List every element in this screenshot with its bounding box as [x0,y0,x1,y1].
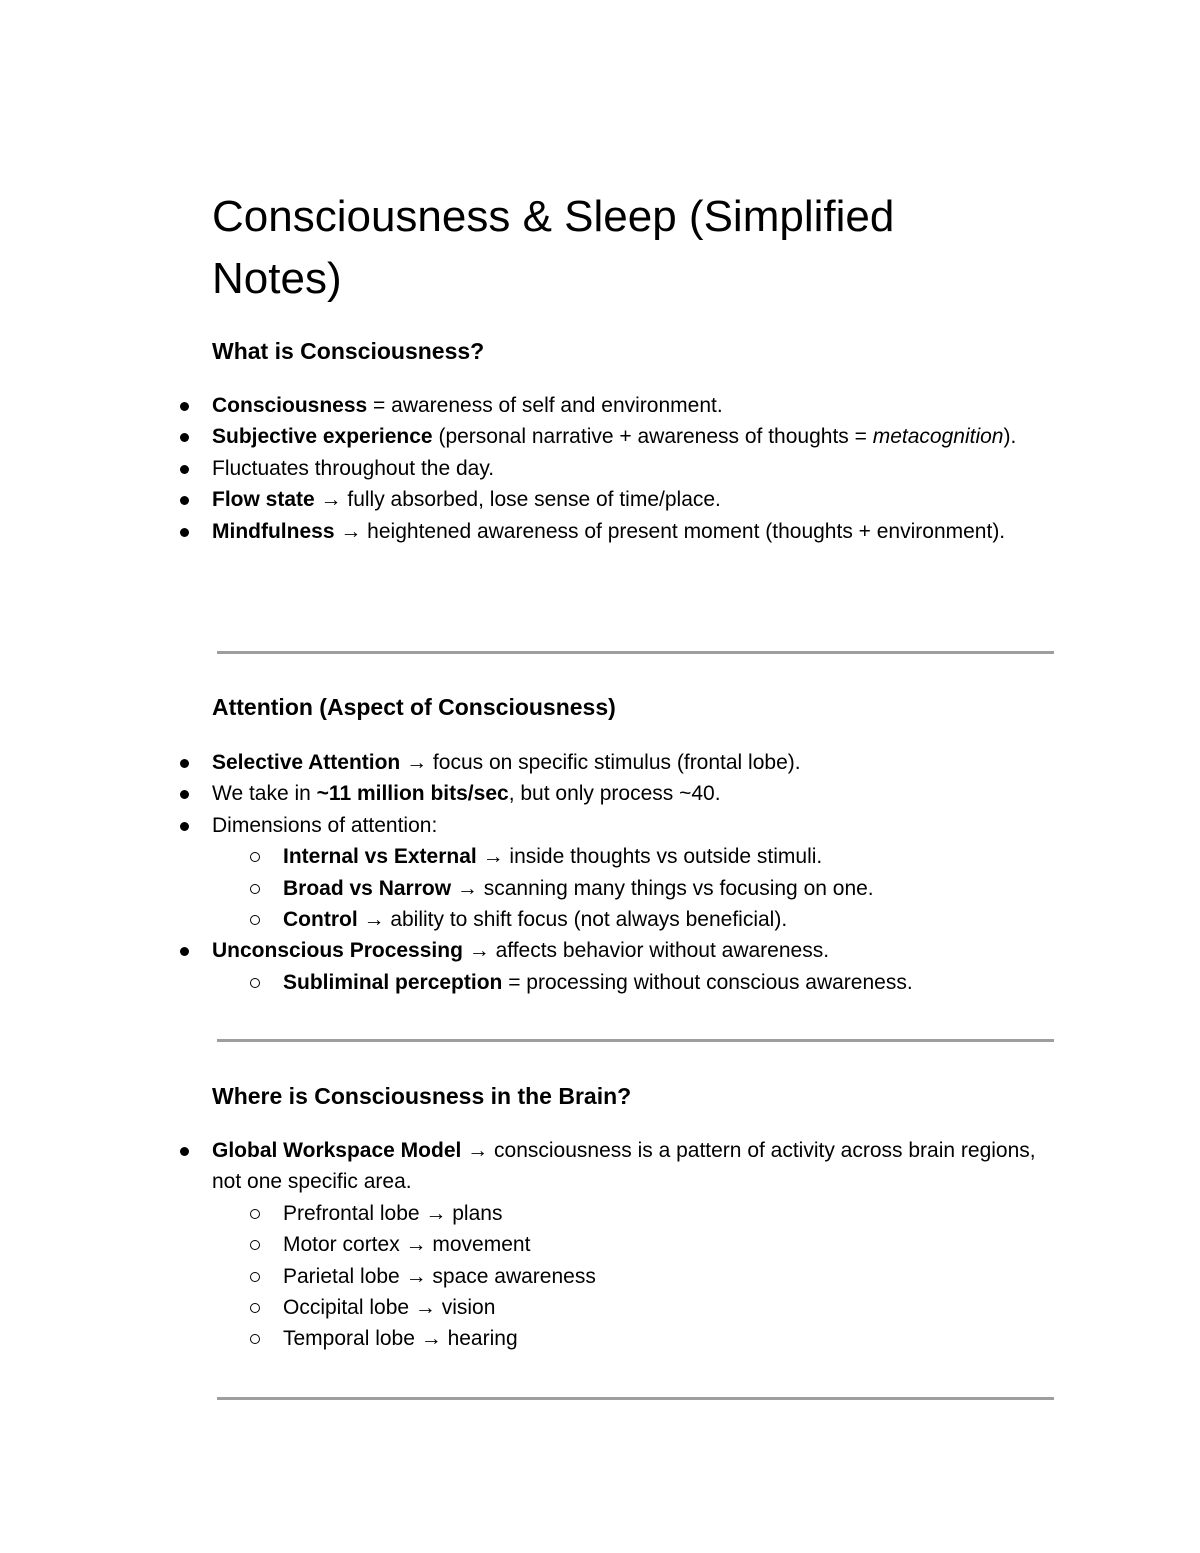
list-item [0,453,1200,484]
hollow-bullet-icon [250,852,260,862]
list-item [0,747,1200,778]
definition: → affects behavior without awareness. [462,939,830,963]
definition: Prefrontal lobe → plans [283,1201,503,1225]
definition: (personal narrative + awareness of thoughts = [432,425,873,449]
definition: = awareness of self and environment. [367,394,723,417]
term: Control [283,908,358,932]
definition: , but only process ~40. [508,782,721,806]
definition: Temporal lobe → hearing [283,1327,518,1351]
bullet-list [0,390,1200,547]
hollow-bullet-icon [250,884,260,894]
sub-list-item [0,873,1200,904]
hollow-bullet-icon [250,1240,260,1250]
bullet-icon [180,1147,189,1156]
divider [217,1039,1054,1042]
term: Internal vs External [283,845,477,869]
definition: → focus on specific stimulus (frontal lobe). [400,751,801,774]
hollow-bullet-icon [250,1209,260,1219]
hollow-bullet-icon [250,1272,260,1282]
definition: → inside thoughts vs outside stimuli. [476,845,823,869]
bullet-icon [180,402,189,411]
sub-list-item [0,841,1200,872]
definition: = processing without conscious awareness. [502,970,913,994]
sub-list-item [0,967,1200,998]
definition: → consciousness is a pattern of activity across brain regions, not one specific area. [212,1139,1036,1194]
section-heading: Where is Consciousness in the Brain? [212,1083,632,1109]
sub-list-item [0,1261,1200,1292]
term: Flow state [212,488,315,512]
term: ~11 million bits/sec [316,782,509,806]
bullet-icon [180,528,189,537]
term: Broad vs Narrow [283,876,452,900]
divider [217,651,1054,654]
term: Mindfulness [212,519,335,543]
sub-list-item [0,904,1200,935]
page-title: Consciousness & Sleep (Simplified Notes) [212,192,895,303]
bullet-list [0,747,1200,998]
list-item [0,484,1200,515]
list-item [0,810,1200,841]
sub-list-item [0,1198,1200,1229]
list-item [0,1135,1200,1198]
divider [217,1397,1054,1400]
hollow-bullet-icon [250,1334,260,1344]
sub-list-item [0,1323,1200,1354]
definition: → ability to shift focus (not always beneficial). [357,908,788,932]
bullet-icon [180,822,189,831]
hollow-bullet-icon [250,1303,260,1313]
definition: Motor cortex → movement [283,1233,531,1257]
hollow-bullet-icon [250,978,260,988]
bullet-icon [180,790,189,799]
list-item [0,935,1200,966]
hollow-bullet-icon [250,915,260,925]
term: Consciousness [212,394,368,417]
lead-in: We take in [212,782,317,806]
definition-tail: ). [1003,425,1017,449]
bullet-icon [180,433,189,442]
sub-list-item [0,1229,1200,1260]
definition: → scanning many things vs focusing on one. [451,876,874,900]
section-heading: What is Consciousness? [212,338,485,364]
bullet-icon [180,947,189,956]
term: Global Workspace Model [212,1139,462,1162]
italic-term: metacognition [872,425,1004,449]
list-item [0,778,1200,809]
bullet-list [0,1135,1200,1355]
term: Unconscious Processing [212,939,463,963]
definition: → heightened awareness of present moment (thoughts + environment). [334,519,1006,543]
list-item [0,516,1200,547]
term: Subjective experience [212,425,433,449]
list-item [0,421,1200,452]
definition: → fully absorbed, lose sense of time/place. [314,488,721,512]
definition: Parietal lobe → space awareness [283,1264,596,1288]
bullet-icon [180,496,189,505]
term: Selective Attention [212,751,401,774]
definition: Dimensions of attention: [212,813,438,837]
list-item [0,390,1200,421]
bullet-icon [180,465,189,474]
definition: Occipital lobe → vision [283,1296,496,1320]
bullet-icon [180,759,189,768]
definition: Fluctuates throughout the day. [212,456,495,480]
sub-list-item [0,1292,1200,1323]
term: Subliminal perception [283,970,503,994]
section-heading: Attention (Aspect of Consciousness) [212,694,616,720]
